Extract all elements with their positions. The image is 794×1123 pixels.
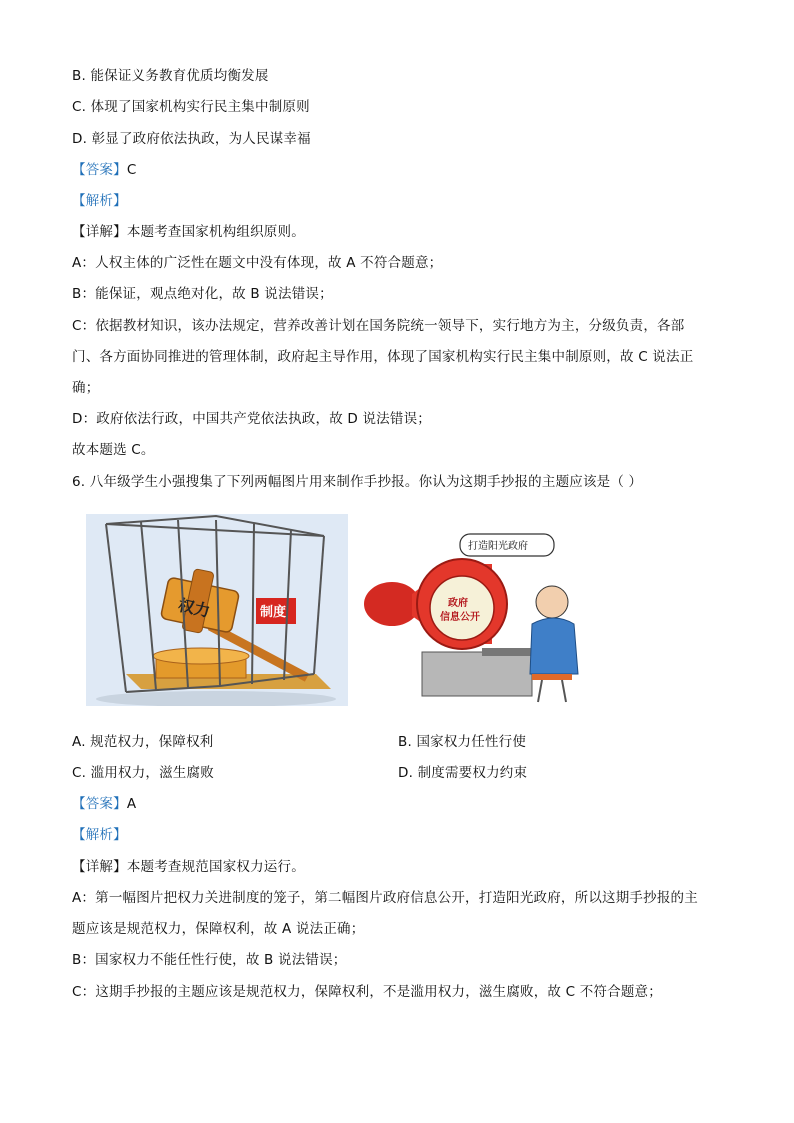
detail-label: 【详解】 [72,224,127,240]
q5-detail-b: B：能保证，观点绝对化，故 B 说法错误； [72,286,333,302]
q5-option-c: C. 体现了国家机构实行民主集中制原则 [72,99,310,115]
q5-detail-c-line1: C：依据教材知识，该办法规定，营养改善计划在国务院统一领导下，实行地方为主，分级负责，各部 [72,318,685,334]
q6-detail-a-line2: 题应该是规范权力，保障权利，故 A 说法正确； [72,921,365,937]
cage-gavel-image [86,514,348,706]
q6-analysis-label: 【解析】 [72,827,127,843]
answer-value: C [126,162,137,178]
q6-detail-intro [72,857,305,877]
q6-option-b: B. 国家权力任性行使 [398,734,527,750]
q6-option-a: A. 规范权力，保障权利 [72,734,214,750]
q6-answer [72,794,136,814]
screen-text-line2: 信息公开 [440,612,480,623]
system-label: 制度 [260,605,287,620]
q5-detail-a: A：人权主体的广泛性在题文中没有体现，故 A 不符合题意； [72,255,443,271]
detail-intro-text: 本题考查规范国家权力运行。 [126,859,305,875]
q5-analysis-label: 【解析】 [72,193,127,209]
answer-label: 【答案】 [72,162,127,178]
q6-detail-b: B：国家权力不能任性行使，故 B 说法错误； [72,952,347,968]
q6-detail-a-line1: A：第一幅图片把权力关进制度的笼子，第二幅图片政府信息公开，打造阳光政府，所以这期手抄报的主 [72,890,698,906]
q6-detail-c: C：这期手抄报的主题应该是规范权力，保障权利，不是滥用权力，滋生腐败，故 C 不符合题意； [72,984,662,1000]
q6-option-d: D. 制度需要权力约束 [398,765,528,781]
q5-detail-c-line2: 门、各方面协同推进的管理体制，政府起主导作用，体现了国家机构实行民主集中制原则，故 C 说法正 [72,349,694,365]
q5-detail-intro [72,222,305,242]
q5-option-d: D. 彰显了政府依法执政，为人民谋幸福 [72,131,311,147]
cage-gavel-illustration [86,514,348,706]
open-government-illustration [362,524,606,706]
q5-answer [72,160,136,180]
q5-detail-c-line3: 确； [72,380,100,396]
answer-label: 【答案】 [72,796,127,812]
answer-value: A [126,796,137,812]
open-government-image [362,524,606,706]
detail-label: 【详解】 [72,859,127,875]
screen-text-line1: 政府 [448,598,468,609]
q5-detail-d: D：政府依法行政，中国共产党依法执政，故 D 说法错误； [72,411,431,427]
q6-option-c: C. 滥用权力，滋生腐败 [72,765,214,781]
q5-conclusion: 故本题选 C。 [72,442,155,458]
detail-intro-text: 本题考查国家机构组织原则。 [126,224,305,240]
q5-option-b: B. 能保证义务教育优质均衡发展 [72,68,269,84]
power-label: 权力 [176,595,212,621]
q6-stem: 6. 八年级学生小强搜集了下列两幅图片用来制作手抄报。你认为这期手抄报的主题应该是（ ） [72,474,643,490]
speech-bubble-text: 打造阳光政府 [468,541,528,552]
